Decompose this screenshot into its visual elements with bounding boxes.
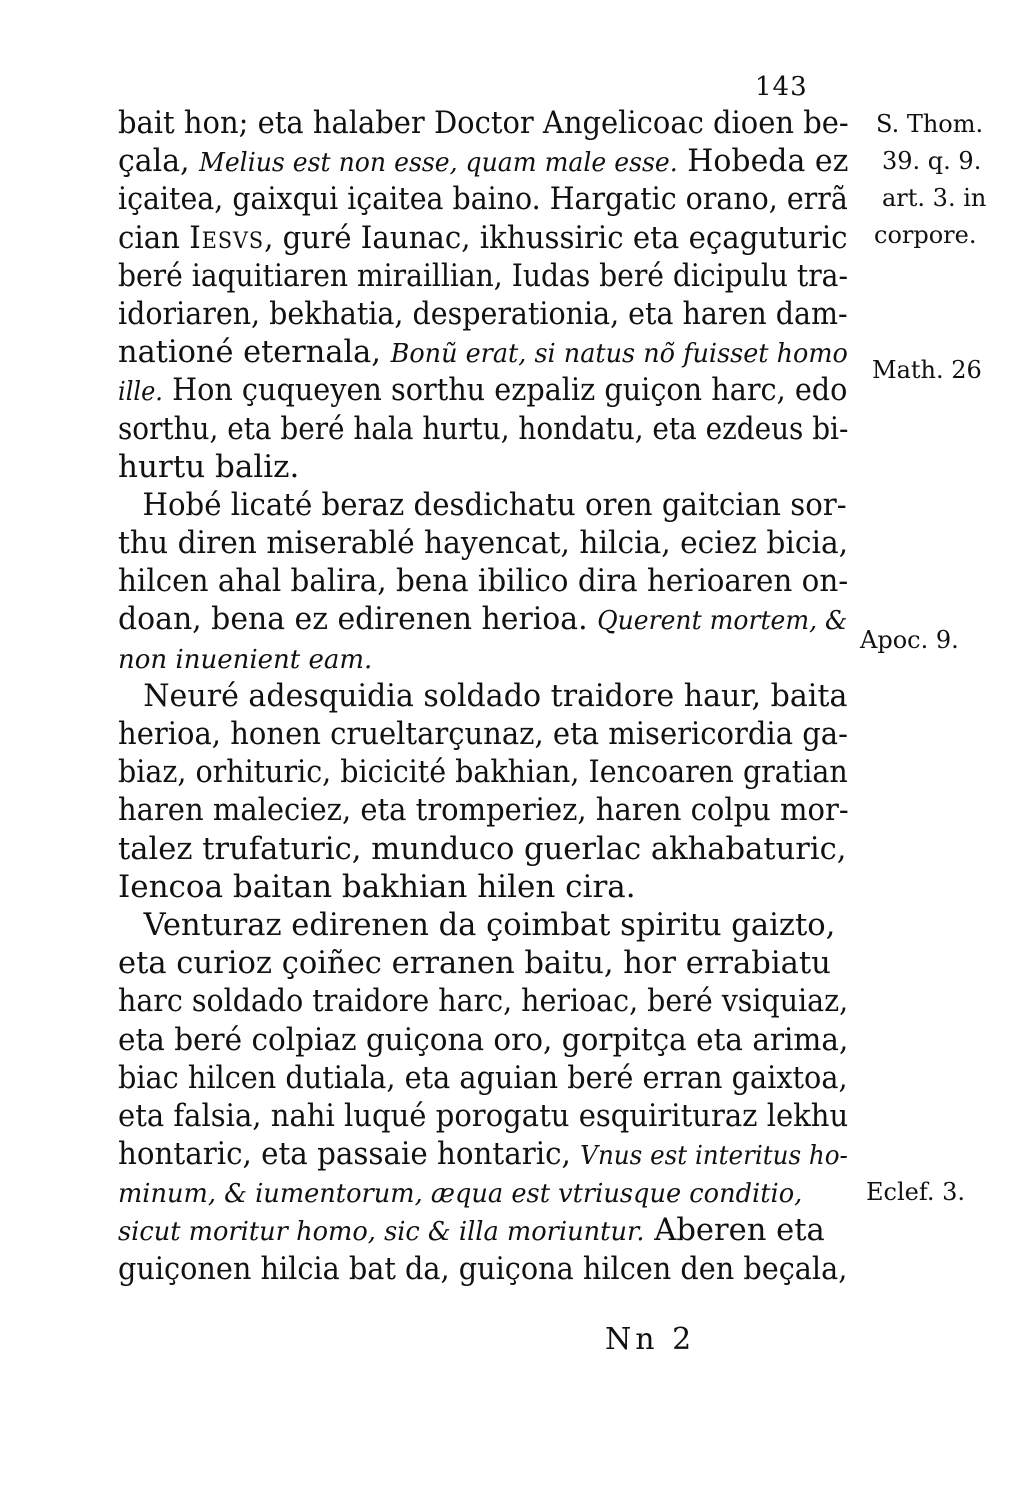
margin-note-quaestio: 39. q. 9. (882, 147, 982, 175)
text-line (118, 639, 858, 677)
text-line (118, 906, 848, 944)
text-line (118, 600, 848, 638)
text-line (118, 180, 848, 218)
text-line (118, 791, 849, 829)
latin-quotation: Melius est non esse, quam male esse. (199, 148, 678, 179)
text-line (118, 753, 848, 791)
margin-note-eclef: Eclef. 3. (866, 1178, 966, 1206)
text-segment: eta falsia, nahi luqué porogatu esquirituraz lekhu (118, 1097, 849, 1134)
latin-quotation: Bonũ erat, si natus nõ fuisset homo (390, 339, 848, 370)
text-segment: hontaric, eta passaie hontaric, (118, 1136, 581, 1173)
text-segment: Neuré adesquidia soldado traidore haur, baita (143, 677, 848, 714)
text-segment: içaitea, gaixqui içaitea baino. Hargatic orano, errã (118, 181, 848, 218)
margin-note-articulus: art. 3. in (882, 184, 987, 212)
text-line (118, 677, 848, 715)
text-segment: Hon çuqueyen sorthu ezpaliz guiçon harc, edo (162, 372, 848, 409)
margin-note-math: Math. 26 (872, 356, 982, 384)
text-segment: cian (118, 219, 190, 256)
text-line (118, 562, 849, 600)
text-segment: talez trufaturic, munduco guerlac akhabaturic, (118, 830, 847, 867)
text-segment: , guré Iaunac, ikhussiric eta eçaguturic (264, 219, 848, 256)
text-line (118, 219, 848, 257)
text-line (118, 1059, 848, 1097)
text-segment: hurtu baliz. (118, 448, 300, 485)
margin-note-apoc: Apoc. 9. (860, 626, 959, 654)
text-segment: eta beré colpiaz guiçona oro, gorpitça eta arima, (118, 1021, 849, 1058)
latin-quotation: Querent mortem, & (597, 606, 848, 637)
text-segment: biaz, orhituric, bicicité bakhian, Iencoaren gratian (118, 754, 848, 791)
text-line (118, 524, 849, 562)
text-line (118, 371, 848, 409)
text-line (118, 1135, 848, 1173)
text-line (118, 257, 848, 295)
text-line (118, 295, 848, 333)
page-number: 143 (755, 72, 808, 102)
text-line (118, 142, 849, 180)
text-segment: Hobeda ez (677, 143, 849, 180)
signature-mark: Nn 2 (605, 1322, 696, 1357)
text-line (118, 1250, 848, 1288)
name-small-caps: Iesvs (189, 219, 265, 256)
text-line (118, 1021, 849, 1059)
text-line (118, 982, 849, 1020)
text-line (118, 486, 847, 524)
text-line (118, 333, 848, 371)
latin-quotation: minum, & iumentorum, æqua est vtriusque conditio, (118, 1179, 803, 1210)
text-segment: bait hon; eta halaber Doctor Angelicoac dioen be- (118, 105, 849, 141)
text-segment: biac hilcen dutiala, eta aguian beré erran gaixtoa, (118, 1059, 848, 1096)
text-line (118, 104, 849, 142)
text-segment: beré iaquitiaren miraillian, Iudas beré dicipulu tra- (118, 257, 848, 294)
text-line (118, 448, 858, 486)
text-segment: haren maleciez, eta tromperiez, haren colpu mor- (118, 792, 849, 829)
text-segment: nationé eternala, (118, 334, 391, 371)
text-segment: harc soldado traidore harc, herioac, beré vsiquiaz, (118, 983, 849, 1020)
latin-quotation: non inuenient eam. (118, 644, 373, 675)
text-segment: Hobé licaté beraz desdichatu oren gaitcian sor- (142, 486, 847, 523)
text-segment: idoriaren, bekhatia, desperationia, eta haren dam- (118, 295, 848, 332)
text-line (118, 944, 848, 982)
text-segment: çala, (118, 143, 200, 180)
text-segment: doan, bena ez edirenen herioa. (118, 601, 598, 638)
latin-quotation: sicut moritur homo, sic & illa moriuntur. (118, 1217, 645, 1248)
text-line (118, 830, 848, 868)
text-segment: Venturaz edirenen da çoimbat spiritu gaizto, (143, 906, 836, 943)
text-segment: Aberen eta (644, 1212, 825, 1249)
text-line (118, 868, 858, 906)
main-text-block (118, 104, 858, 1288)
text-segment: sorthu, eta beré hala hurtu, hondatu, eta ezdeus bi- (118, 410, 849, 447)
text-line (118, 1211, 848, 1249)
text-segment: hilcen ahal balira, bena ibilico dira herioaren on- (118, 563, 849, 600)
text-line (118, 715, 848, 753)
margin-note-corpore: corpore. (874, 221, 977, 249)
latin-quotation: Vnus est interitus ho- (580, 1141, 848, 1172)
text-segment: thu diren miserablé hayencat, hilcia, eciez bicia, (118, 525, 849, 562)
text-segment: Iencoa baitan bakhian hilen cira. (118, 868, 636, 905)
text-line (118, 1097, 849, 1135)
text-segment: eta curioz çoiñec erranen baitu, hor errabiatu (118, 945, 831, 982)
text-segment: guiçonen hilcia bat da, guiçona hilcen den beçala, (118, 1250, 848, 1287)
text-segment: herioa, honen crueltarçunaz, eta misericordia ga- (118, 716, 848, 752)
margin-note-s-thom: S. Thom. (876, 110, 984, 138)
text-line (118, 1173, 848, 1211)
text-line (118, 410, 849, 448)
latin-quotation: ille. (118, 377, 163, 408)
